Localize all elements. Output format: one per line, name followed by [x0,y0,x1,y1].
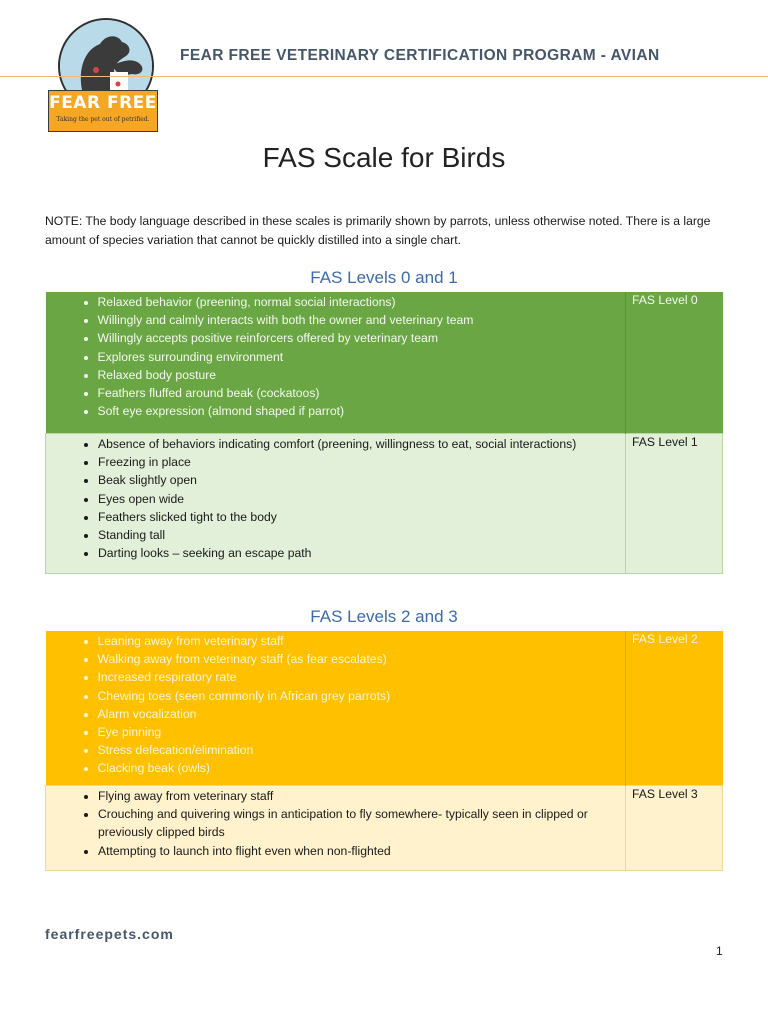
list-item: • Chewing toes (seen commonly in African grey parrots) [98,687,626,705]
header-divider [0,76,768,77]
page-number: 1 [716,944,723,958]
fas-level-0-behaviors [46,292,626,434]
fas-level-3-label: FAS Level 3 [626,786,723,871]
list-item: • Crouching and quivering wings in anticipation to fly somewhere- typically seen in clipped or previously clipped birds [98,805,625,841]
footer-website-link[interactable]: fearfreepets.com [45,926,174,942]
list-item: • Beak slightly open [98,471,625,489]
list-item: • Standing tall [98,526,625,544]
note-paragraph: NOTE: The body language described in these scales is primarily shown by parrots, unless otherwise noted. There is a large amount of species variation that cannot be quickly distilled into a single chart. [45,214,711,247]
behavior-list [46,292,626,420]
fas-level-2-label: FAS Level 2 [626,631,723,786]
fas-level-1-label: FAS Level 1 [626,434,723,574]
page-title: FAS Scale for Birds [262,142,506,173]
list-item: • Stress defecation/elimination [98,741,626,759]
list-item: • Eye pinning [98,723,626,741]
fas-level-0-label: FAS Level 0 [626,292,723,434]
list-item: • Explores surrounding environment [98,348,626,366]
fas-level-3-row [46,786,723,871]
list-item: • Eyes open wide [98,490,625,508]
section-heading-levels-2-3: FAS Levels 2 and 3 [310,607,458,626]
fas-table-levels-0-1 [45,292,723,574]
list-item: • Feathers fluffed around beak (cockatoos) [98,384,626,402]
fas-level-2-behaviors [46,631,626,786]
list-item: • Darting looks – seeking an escape path [98,544,625,562]
list-item: • Leaning away from veterinary staff [98,632,626,650]
logo-name: FEAR FREE [49,93,157,113]
list-item: • Alarm vocalization [98,705,626,723]
behavior-list [46,786,625,860]
list-item: • Soft eye expression (almond shaped if parrot) [98,402,626,420]
program-title: FEAR FREE VETERINARY CERTIFICATION PROGRAM - AVIAN [180,47,660,64]
list-item: • Willingly and calmly interacts with both the owner and veterinary team [98,311,626,329]
list-item: • Absence of behaviors indicating comfort (preening, willingness to eat, social interactions) [98,435,625,453]
list-item: • Flying away from veterinary staff [98,787,625,805]
fas-table-levels-2-3 [45,631,723,871]
list-item: • Relaxed body posture [98,366,626,384]
fas-level-0-row [46,292,723,434]
fas-level-1-behaviors [46,434,626,574]
list-item: • Willingly accepts positive reinforcers offered by veterinary team [98,329,626,347]
list-item: • Feathers slicked tight to the body [98,508,625,526]
list-item: • Clacking beak (owls) [98,759,626,777]
behavior-list [46,631,626,778]
logo-banner [48,90,158,132]
fas-level-3-behaviors [46,786,626,871]
list-item: • Attempting to launch into flight even when non-flighted [98,842,625,860]
fas-level-1-row [46,434,723,574]
logo-tagline: Taking the pet out of petrified. [56,116,150,123]
list-item: • Relaxed behavior (preening, normal social interactions) [98,293,626,311]
list-item: • Increased respiratory rate [98,668,626,686]
fas-level-2-row [46,631,723,786]
list-item: • Walking away from veterinary staff (as fear escalates) [98,650,626,668]
list-item: • Freezing in place [98,453,625,471]
section-heading-levels-0-1: FAS Levels 0 and 1 [310,268,458,287]
behavior-list [46,434,625,562]
